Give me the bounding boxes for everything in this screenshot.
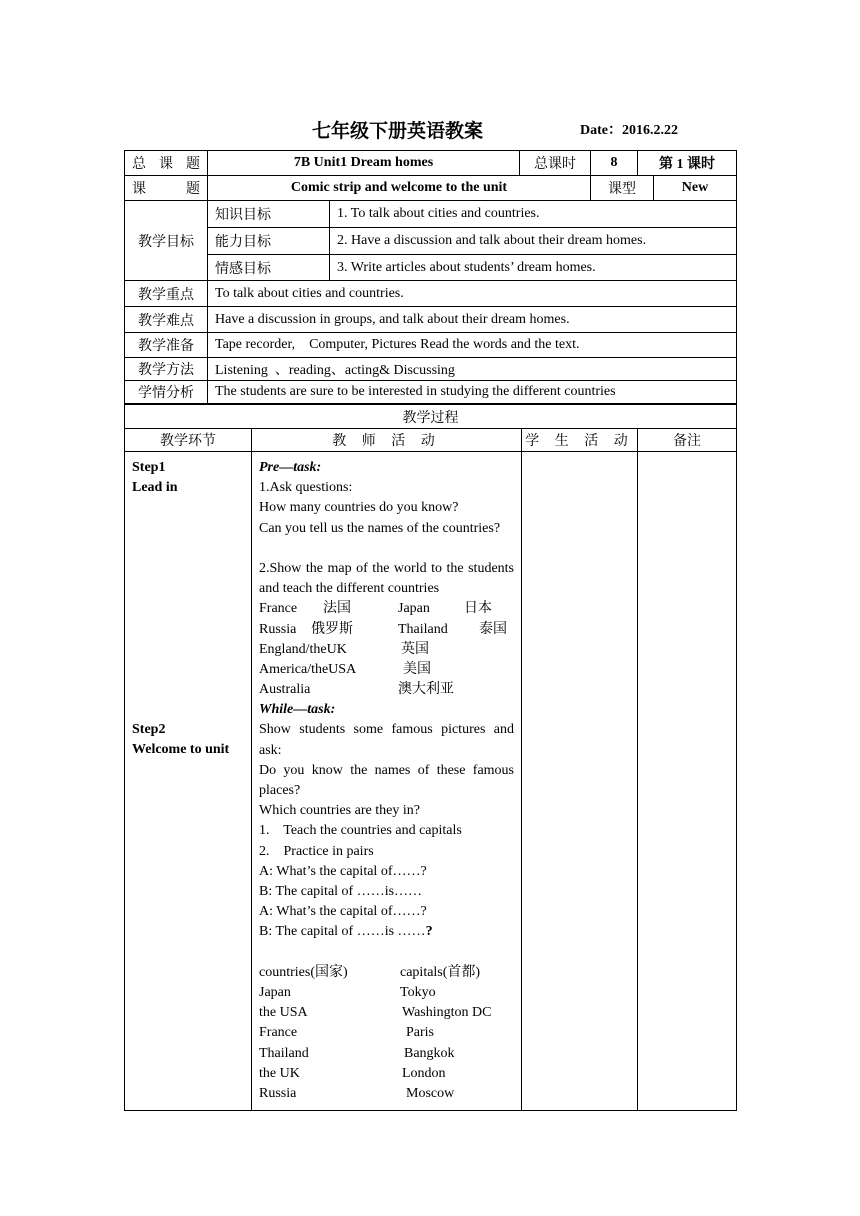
capital-row: the USA Washington DC [259, 1005, 492, 1021]
info-table [124, 150, 737, 404]
country-row: Russia 俄罗斯 Thailand 泰国 [259, 621, 507, 637]
goal-knowledge-label: 知识目标 [208, 201, 330, 228]
teacher-line: Show students some famous pictures and ask: [259, 722, 514, 758]
col-header-teacher: 教 师 活 动 [252, 429, 522, 452]
step2-sub: Welcome to unit [132, 742, 230, 758]
dialogue-line: B: The capital of ……is ……? [259, 924, 433, 940]
goal-knowledge-text: 1. To talk about cities and countries. [330, 201, 737, 228]
goals-label: 教学目标 [125, 201, 208, 281]
period-value: 第 1 课时 [638, 151, 737, 176]
capitals-header: countries(国家) capitals(首都) [259, 964, 481, 980]
student-activity-cell [522, 452, 638, 1111]
process-table [124, 404, 737, 1111]
step1-name: Step1 [132, 460, 166, 475]
difficulties-label: 教学难点 [125, 307, 208, 333]
capital-row: Thailand Bangkok [259, 1045, 455, 1061]
teacher-line: 1.Ask questions: [259, 480, 353, 496]
total-periods-label: 总课时 [520, 151, 591, 176]
analysis-text: The students are sure to be interested in studying the different countries [208, 381, 737, 404]
preparation-text: Tape recorder, Computer, Pictures Read the words and the text. [208, 333, 737, 358]
type-value: New [654, 176, 737, 201]
difficulties-text: Have a discussion in groups, and talk about their dream homes. [208, 307, 737, 333]
goal-emotion-text: 3. Write articles about students’ dream homes. [330, 255, 737, 281]
methods-text: Listening 、reading、acting& Discussing [208, 358, 737, 381]
col-header-student: 学 生 活 动 [522, 429, 638, 452]
capital-row: the UK London [259, 1065, 446, 1081]
methods-label: 教学方法 [125, 358, 208, 381]
col-header-stage: 教学环节 [125, 429, 252, 452]
lesson-label: 课 题 [125, 176, 208, 201]
topic-value: 7B Unit1 Dream homes [208, 151, 520, 176]
stage-cell [125, 452, 252, 1111]
teacher-line: Do you know the names of these famous places? [259, 762, 514, 799]
total-periods-value: 8 [591, 151, 638, 176]
teacher-line: 2. Practice in pairs [259, 843, 374, 859]
key-points-label: 教学重点 [125, 281, 208, 307]
pre-task-heading: Pre—task: [259, 460, 322, 475]
topic-label: 总 课 题 [125, 151, 208, 176]
dialogue-line: A: What’s the capital of……? [259, 863, 427, 879]
capital-row: Russia Moscow [259, 1085, 455, 1101]
document-header [0, 116, 860, 142]
preparation-label: 教学准备 [125, 333, 208, 358]
country-row: France 法国 Japan 日本 [259, 601, 492, 617]
country-row: America/theUSA 美国 [259, 661, 431, 677]
teacher-line: Which countries are they in? [259, 803, 420, 819]
teacher-activity-cell [252, 452, 522, 1111]
step1-sub: Lead in [132, 480, 178, 496]
capital-row: France Paris [259, 1025, 434, 1041]
dialogue-line: B: The capital of ……is…… [259, 884, 423, 899]
teacher-line: 2.Show the map of the world to the students and teach the different countries [259, 560, 514, 597]
process-title: 教学过程 [125, 405, 737, 429]
goal-emotion-label: 情感目标 [208, 255, 330, 281]
goal-ability-label: 能力目标 [208, 228, 330, 255]
goal-ability-text: 2. Have a discussion and talk about their dream homes. [330, 228, 737, 255]
notes-cell [638, 452, 737, 1111]
lesson-value: Comic strip and welcome to the unit [208, 176, 591, 201]
country-row: England/theUK 英国 [259, 641, 429, 657]
teacher-line: 1. Teach the countries and capitals [259, 823, 462, 839]
key-points-text: To talk about cities and countries. [208, 281, 737, 307]
type-label: 课型 [591, 176, 654, 201]
page-title: 七年级下册英语教案 [312, 121, 484, 142]
analysis-label: 学情分析 [125, 381, 208, 404]
teacher-line: Can you tell us the names of the countries? [259, 520, 501, 536]
step2-name: Step2 [132, 722, 166, 737]
col-header-notes: 备注 [638, 429, 737, 452]
capital-row: Japan Tokyo [259, 984, 436, 1000]
while-task-heading: While—task: [259, 702, 336, 718]
date-label: Date：2016.2.22 [580, 123, 678, 138]
dialogue-line: A: What’s the capital of……? [259, 904, 427, 920]
country-row: Australia 澳大利亚 [259, 682, 454, 698]
teacher-line: How many countries do you know? [259, 500, 459, 516]
